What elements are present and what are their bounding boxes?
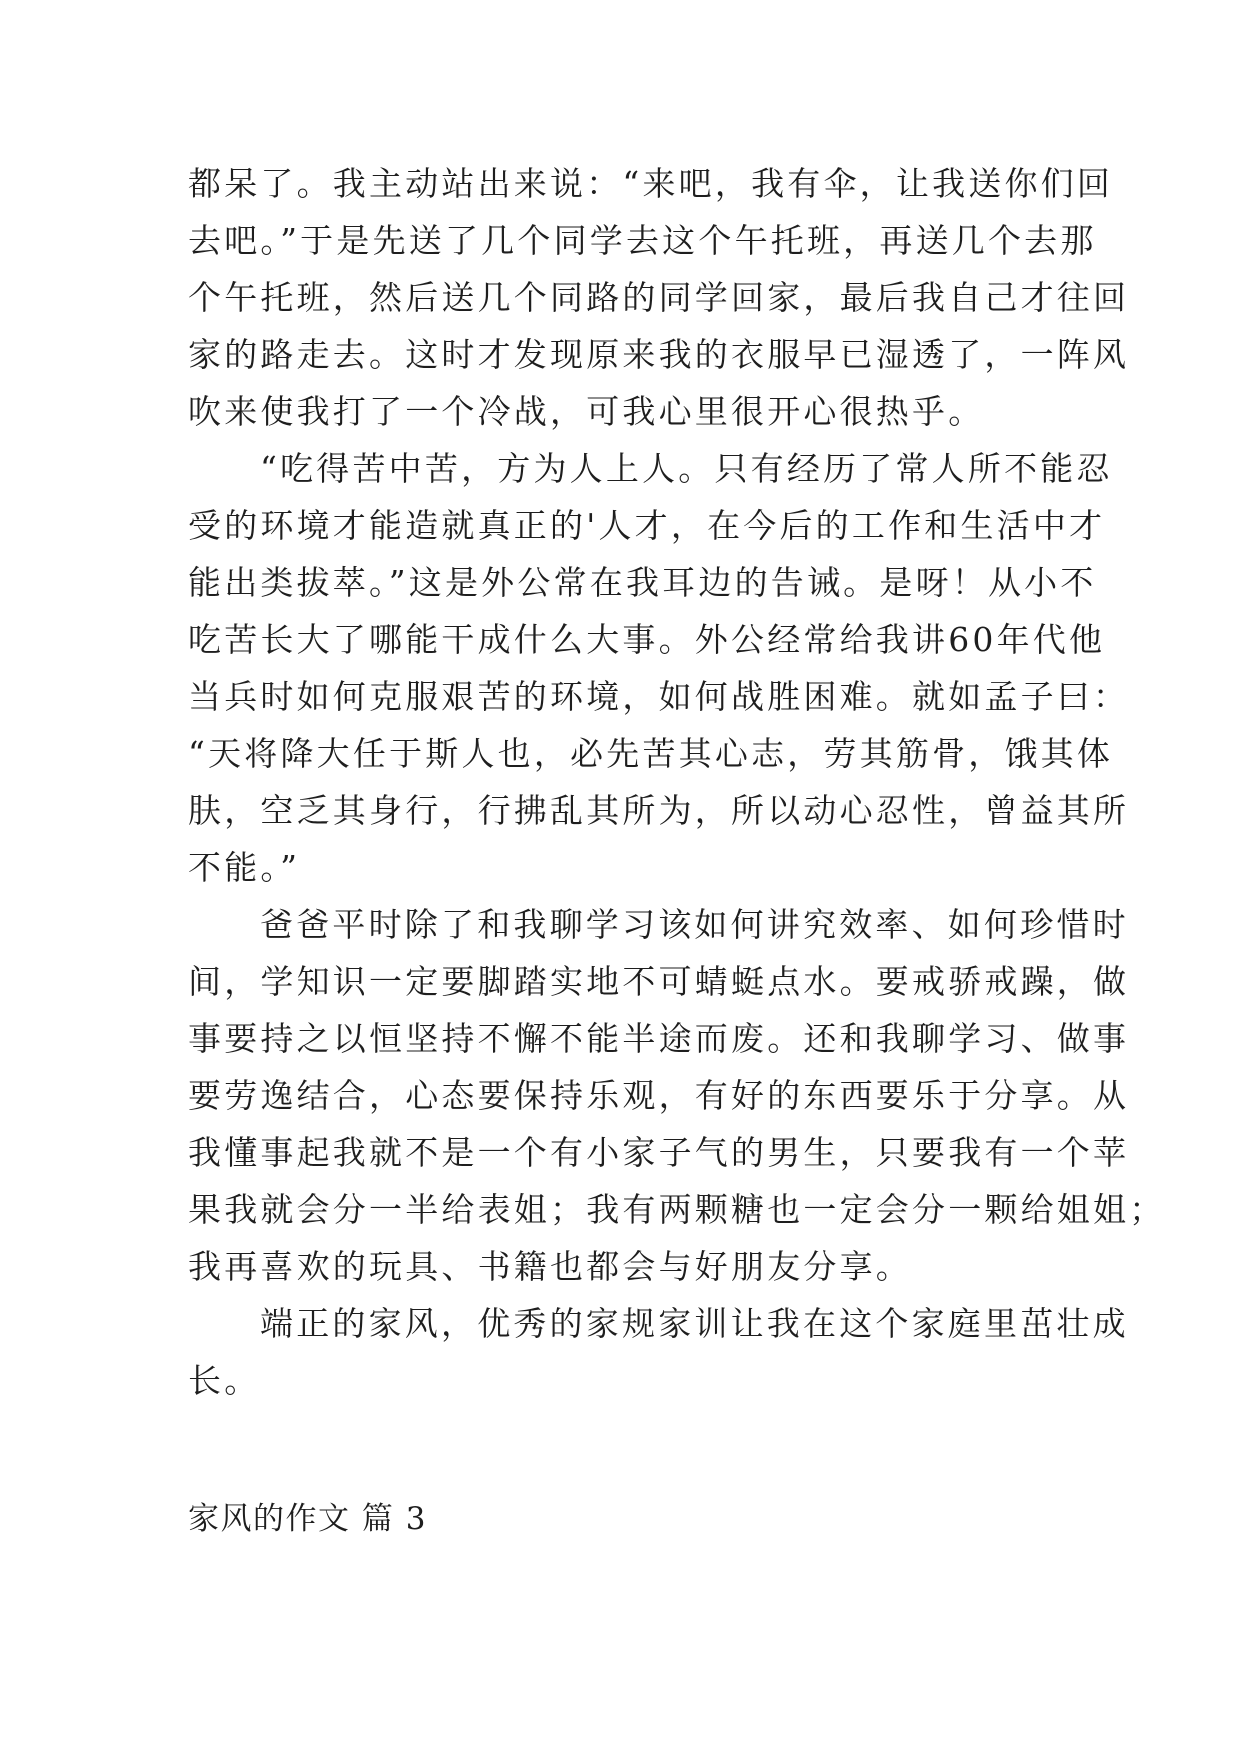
text-line: 爸爸平时除了和我聊学习该如何讲究效率、如何珍惜时 xyxy=(260,905,1129,944)
paragraph xyxy=(188,896,1166,1295)
text-line: 果我就会分一半给表姐；我有两颗糖也一定会分一颗给姐姐； xyxy=(188,1190,1166,1229)
text-line: 家的路走去。这时才发现原来我的衣服早已湿透了，一阵风 xyxy=(188,335,1130,374)
text-line: 肤，空乏其身行，行拂乱其所为，所以动心忍性，曾益其所 xyxy=(188,791,1130,830)
text-line: 我懂事起我就不是一个有小家子气的男生，只要我有一个苹 xyxy=(188,1133,1130,1172)
text-line: 都呆了。我主动站出来说：“来吧，我有伞，让我送你们回 xyxy=(188,164,1114,203)
text-line: 受的环境才能造就真正的'人才，在今后的工作和生活中才 xyxy=(188,506,1106,545)
text-line: 事要持之以恒坚持不懈不能半途而废。还和我聊学习、做事 xyxy=(188,1019,1130,1058)
document-body xyxy=(188,155,1166,1409)
text-line: 间，学知识一定要脚踏实地不可蜻蜓点水。要戒骄戒躁，做 xyxy=(188,962,1130,1001)
paragraph xyxy=(188,440,1130,896)
text-line: 能出类拔萃。”这是外公常在我耳边的告诫。是呀！从小不 xyxy=(188,563,1097,602)
text-line: “吃得苦中苦，方为人上人。只有经历了常人所不能忍 xyxy=(260,449,1113,488)
text-line: 当兵时如何克服艰苦的环境，如何战胜困难。就如孟子曰： xyxy=(188,677,1130,716)
section-heading: 家风的作文 篇 3 xyxy=(188,1501,427,1537)
text-line: 吹来使我打了一个冷战，可我心里很开心很热乎。 xyxy=(188,392,985,431)
text-line: 长。 xyxy=(188,1361,261,1400)
text-line: “天将降大任于斯人也，必先苦其心志，劳其筋骨，饿其体 xyxy=(188,734,1114,773)
text-line: 不能。” xyxy=(188,848,301,887)
text-line: 要劳逸结合，心态要保持乐观，有好的东西要乐于分享。从 xyxy=(188,1076,1130,1115)
text-line: 端正的家风，优秀的家规家训让我在这个家庭里茁壮成 xyxy=(260,1304,1129,1343)
paragraph xyxy=(188,155,1130,440)
text-line: 个午托班，然后送几个同路的同学回家，最后我自己才往回 xyxy=(188,278,1130,317)
text-line: 我再喜欢的玩具、书籍也都会与好朋友分享。 xyxy=(188,1247,912,1286)
text-line: 去吧。”于是先送了几个同学去这个午托班，再送几个去那 xyxy=(188,221,1097,260)
text-line: 吃苦长大了哪能干成什么大事。外公经常给我讲60年代他 xyxy=(188,620,1106,659)
paragraph xyxy=(188,1295,1129,1409)
